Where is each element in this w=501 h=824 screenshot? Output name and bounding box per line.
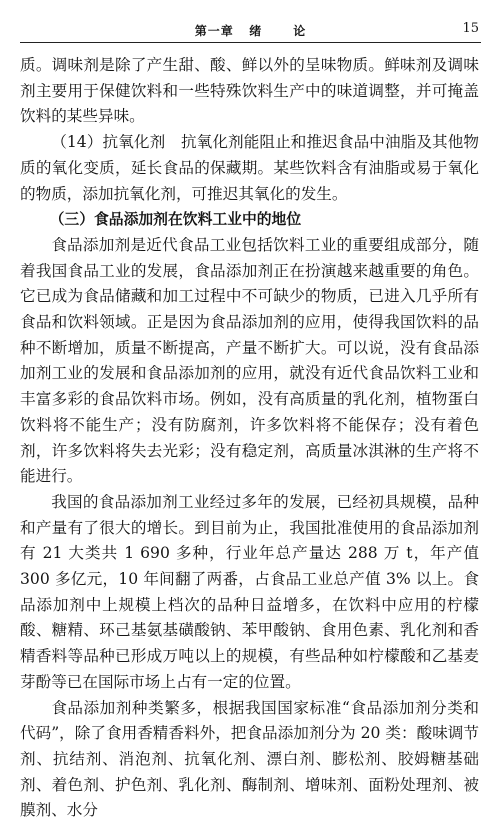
section-heading: （三）食品添加剂在饮料工业中的地位	[49, 211, 302, 229]
paragraph-additive-classification: 食品添加剂种类繁多，根据我国国家标准“食品添加剂分类和代码”，除了食用香精香料外，把食品添加剂分为 20 类：酸味调节剂、抗结剂、消泡剂、抗氧化剂、漂白剂、膨松剂、胶姆糖基础剂、着色剂、护色剂、乳化剂、酶制剂、增味剂、面粉处理剂、被膜剂、水分	[20, 698, 479, 820]
running-header	[20, 8, 481, 43]
paragraph-continued: 质。调味剂是除了产生甜、酸、鲜以外的呈味物质。鲜味剂及调味剂主要用于保健饮料和一些特殊饮料生产中的味道调整，并可掩盖饮料的某些异味。	[20, 56, 479, 126]
chapter-title: 第一章 绪 论	[194, 24, 307, 38]
paragraph-antioxidant: （14）抗氧化剂 抗氧化剂能阻止和推迟食品中油脂及其他物质的氧化变质，延长食品的保藏期。某些饮料含有油脂或易于氧化的物质，添加抗氧化剂，可推迟其氧化的发生。	[20, 133, 479, 203]
page-number: 15	[462, 21, 479, 36]
body-text	[20, 53, 479, 824]
paragraph-role-of-additives: 食品添加剂是近代食品工业包括饮料工业的重要组成部分，随着我国食品工业的发展，食品添加剂正在扮演越来越重要的角色。它已成为食品储藏和加工过程中不可缺少的物质，已进入几乎所有食品和饮料领域。正是因为食品添加剂的应用，使得我国饮料的品种不断增加，质量不断提高，产量不断扩大。可以说，没有食品添加剂工业的发展和食品添加剂的应用，就没有近代食品饮料工业和丰富多彩的食品饮料市场。例如，没有高质量的乳化剂，植物蛋白饮料将不能生产；没有防腐剂，许多饮料将不能保存；没有着色剂，许多饮料将失去光彩；没有稳定剂，高质量冰淇淋的生产将不能进行。	[20, 235, 479, 486]
paragraph-industry-development: 我国的食品添加剂工业经过多年的发展，已经初具规模，品种和产量有了很大的增长。到目前为止，我国批准使用的食品添加剂有 21 大类共 1 690 多种，行业年总产量达 288 万 t，年产值 300 多亿元，10 年间翻了两番，占食品工业总产值 3% 以上。食品添加剂中上规模上档次的品种日益增多，在饮料中应用的柠檬酸、糖精、环己基氨基磺酸钠、苯甲酸钠、食用色素、乳化剂和香精香料等品种已形成万吨以上的规模，有些品种如柠檬酸和乙基麦芽酚等已在国际市场上占有一定的位置。	[20, 492, 479, 691]
